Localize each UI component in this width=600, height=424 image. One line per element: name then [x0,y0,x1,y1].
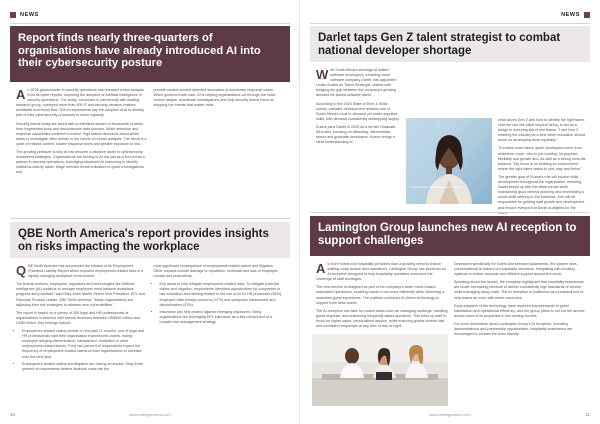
paragraph: s more hotels and hospitality providers face a growing need to reduce staffing costs across their operations, Lamington Group has launched an AI reception designed to help hospitality operators overcome the challenge of staff shortages. [316,262,446,282]
section-tab [561,10,590,20]
body-column [154,264,285,406]
paragraph: "As federal workers, employers, regulators and technologies like Artificial Intelligence (AI) continue to reshape employers must balance workplace progress and practices" said Mary Anne Martin Senior Vice President, EPL and Fiduciary Product Leader, QBE North America. "Many organisations are adjusting their risk strategies to address new vulnerabilities." [16,282,145,307]
paragraph: most significant consequence of employment-related claims and litigation. Other impacts include damage to reputation, workload and loss of employee morale and productivity. [153,264,278,279]
paragraph: The AI reception can take on routine tasks such as managing bookings, handling guest requests, and answering frequently asked questions. This frees up staff to focus on higher-value, personalised service, while ensuring guests receive fast and consistent responses at any time of day or night. [316,308,448,329]
article-title: QBE North America's report provides insights on risks impacting the workplace [18,228,269,253]
drop-cap: A [16,87,26,102]
article-title-banner [310,216,590,256]
paragraph: Early adopters of the technology have reported improvements in guest satisfaction and operational efficiency, and the group plans to roll out the service across more of its properties in the coming months. [454,303,585,318]
paragraph: The greater goal of Kuane's role will involve skills development throughout the organisation, ensuring Darlet keeps up with the latest trends while maintaining good internal planning and embedding a smart skills offering to the business. She will be responsible for guiding staff growth and development and ensure everyone at Darlet is aligned for the [498,174,585,210]
article-body [498,118,586,210]
portrait-photo [406,118,492,204]
footer-url: www.intelligentceo.com [129,412,171,417]
article-title-banner [310,26,590,62]
list-item: • Insurance can help protect against emerging exposures: Many organisations are leveraging EPL insurance as a key component of a broader risk management strategy. [160,310,285,325]
page-number: 10 [10,412,16,417]
paragraph: The report is based on a survey of 350 legal and HR professionals at organisations in America with annual revenues between US$500 million and US$5 billion. Key findings include: [16,310,141,325]
paragraph: According to the 2024 State of Tech & Skills survey, software development remains one of South Africa's most in-demand yet under-supplied skills, with demand consistently outstripping supply. [316,101,400,121]
section-marker-icon [10,12,16,18]
article-body [16,88,284,184]
paragraph: what drives Gen Z and how to identify the right talent. How we can link value beyond hiring, to act as a bridge in nurturing talent into teams. "I see Gen Z entering the industry at a time when education should focus on developing more equitably." [498,118,586,143]
bullet-list [154,282,285,325]
paragraph: ith South Africa's shortage of skilled software developers, a leading cloud software company Darlet, has appointed Lerato Kuane as Talent Strategist, tasked with bridging the gap between the company's growing demand for skilled software talent. [316,68,397,98]
drop-cap: W [316,67,329,82]
body-column [16,88,147,184]
footer-url: www.intelligentceo.com [429,412,471,417]
bullet-list [16,329,147,372]
paragraph: provide context around detected anomalies to accelerate response cases. When governed with care, AI is helping organisations cut through the noise, reduce fatigue, accelerate investigations and help security teams focus on stopping the threats that matter most. [153,88,277,108]
article-title-banner [10,26,290,82]
paragraph: Security teams today are faced with a relentless stream of thousands of alerts from fragmented tools and disconnected data sources. While detection and response capabilities continue to evolve, high-stakes decisions about which alerts to investigate often remain in the hands of human analysts. The result is a cycle of missed context, slower response times and greater exposure to risk. [16,121,147,146]
paragraph: For more information about Lamington Group's AI reception, including demonstrations and partnership opportunities, hospitality businesses are encouraged to contact the team directly. [454,321,573,337]
drop-cap: A [316,261,326,276]
reception-photo [312,334,448,406]
drop-cap: Q [16,263,27,278]
header-rule [10,23,290,24]
section-label: NEWS [561,12,580,18]
paragraph: n 2025 global leader in security operations has released a new analysis from its cyber reports, exploring the adoption of Artificial Intelligence in security operations. The study, conducted in partnership with leading research group, surveyed more than 500 IT and security decision-makers worldwide and found that 74% of respondents say the adoption of AI is already part of their cybersecurity processes in some capacity. [16,88,145,118]
article-body [316,68,400,178]
body-column [16,264,147,406]
body-column [316,262,448,328]
paragraph: Developed specifically for hotels and serviced apartments, the system uses conversational AI trained on hospitality scenarios, integrating with booking systems to deliver accurate and efficient support around the clock. [454,262,577,277]
paragraph: The growing pressure is why AI has become a decisive factor in cybersecurity investment strategies. Organisations are turning to AI not just as a tool but as a partner in security operations, leveraging advanced AI reasoning to identify malicious activity faster, triage relevant threat indicators to guide investigations and [16,150,145,175]
paragraph: BE North America has announced the release of its Employment Practices Liability Report which explores employment-related risks in a rapidly changing workplace environment. [28,264,144,279]
article-title-banner [10,222,290,258]
paragraph: Speaking about the launch, the company highlighted that hospitality businesses are under increasing pressure to deliver consistently high standards of service while managing rising costs. The AI reception is positioned as a practical tool to help teams do more with fewer resources. [454,280,584,300]
article-title: Report finds nearly three-quarters of organisations have already introduced AI into their cybersecurity posture [18,32,261,70]
list-item: • Employment-related claims and litigation are having an impact: Sixty three percent of respondents believe financial costs are the [22,362,147,372]
article-title: Darlet taps Gen Z talent strategist to combat national developer shortage [318,32,561,57]
body-column [316,68,400,178]
body-column [454,262,586,406]
article-title: Lamington Group launches new AI reception to support challenges [318,222,577,247]
section-label: NEWS [20,12,39,18]
body-column [498,118,586,210]
section-marker-icon [584,12,590,18]
paragraph: The new service is designed as part of the company's wider move toward automated operations, enabling hotels to run more efficiently while delivering a seamless guest experience. The platform combines AI-driven technology to support front desk teams. [316,285,445,305]
photo-caption: Lerato Kuane, Talent Strategist, Darlet [410,185,461,189]
article-body [16,264,284,406]
article-body [454,262,586,406]
body-column [154,88,285,184]
article-divider [10,218,290,219]
page-number: 11 [585,412,590,417]
section-tab [10,10,39,20]
paragraph: Kuane joins Darlet in 2025 as a former Graduate Recruiter, focusing on attracting, intermediate, senior and graduate developers. Kuane brings a clear understanding of [316,124,396,145]
paragraph: To enable more talent, given developers come from whichever route - tied to job-hunting, for purpose, flexibility and growth and, as well as a strong work-life balance. "My focus is on building an environment where the right talent wants to join, stay and thrive." [498,146,586,171]
reception-illustration [312,334,448,406]
list-item: • Employment-related claims persist: In the past 12 months, one of legal and HR professionals said their organisation experienced claims, mainly employee alleging discrimination, harassment, retaliation or other employment-related issues. Forty two percent of respondents expect the frequency of employment-related claims at their organisations to increase over the next year. [22,329,147,360]
portrait-illustration [406,118,492,204]
article-divider [310,212,590,213]
header-rule [310,23,590,24]
list-item: • Key areas to help mitigate employment-related risks: To mitigate potential claims and litigation, respondents identified opportunities for companies to use education and training related to the use of AI for HR processes (54%), employee data privacy concerns (47%) and workplace harassment and discrimination (43%). [160,282,285,307]
right-page [300,0,600,424]
article-body [316,262,448,328]
